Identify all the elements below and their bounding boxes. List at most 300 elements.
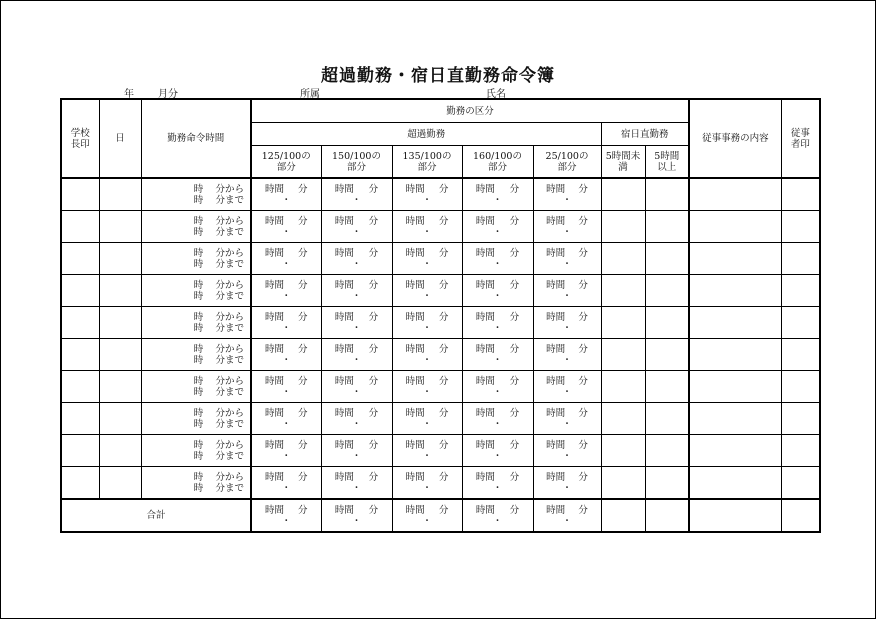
time-cell[interactable] (462, 307, 533, 339)
hours-label: 時間 (475, 279, 495, 291)
time-cell[interactable] (392, 211, 462, 243)
worker-seal-cell[interactable] (781, 371, 820, 403)
from-minute-label: 分から (215, 407, 244, 419)
dot-mark: ・ (562, 354, 572, 366)
from-hour-label: 時 (193, 311, 204, 323)
time-cell[interactable] (392, 307, 462, 339)
dot-mark: ・ (422, 482, 432, 494)
minutes-label: 分 (438, 183, 449, 195)
order-time-cell[interactable] (141, 243, 251, 275)
dot-mark: ・ (492, 386, 503, 398)
dot-mark: ・ (422, 226, 432, 238)
to-hour-label: 時 (193, 258, 204, 270)
time-cell[interactable] (321, 371, 392, 403)
minutes-label: 分 (438, 504, 449, 516)
under5-cell[interactable] (601, 275, 645, 307)
dot-mark: ・ (351, 258, 362, 270)
time-cell[interactable] (251, 243, 321, 275)
minutes-label: 分 (368, 215, 379, 227)
hours-label: 時間 (475, 247, 495, 259)
time-cell[interactable] (533, 499, 601, 532)
to-hour-label: 時 (193, 418, 204, 430)
over5-cell[interactable] (645, 307, 689, 339)
minutes-label: 分 (438, 279, 449, 291)
hours-label: 時間 (334, 343, 354, 355)
hours-label: 時間 (334, 215, 354, 227)
minutes-label: 分 (509, 471, 520, 483)
to-minute-label: 分まで (215, 418, 244, 430)
time-cell[interactable] (533, 211, 601, 243)
total-row (61, 499, 820, 532)
time-cell[interactable] (321, 178, 392, 211)
time-cell[interactable] (533, 307, 601, 339)
to-minute-label: 分まで (215, 386, 244, 398)
dot-mark: ・ (281, 258, 291, 270)
to-minute-label: 分まで (215, 258, 244, 270)
table-row (61, 371, 820, 403)
principal-seal-cell[interactable] (61, 435, 99, 467)
table-row (61, 339, 820, 371)
principal-seal-cell[interactable] (61, 403, 99, 435)
time-cell[interactable] (462, 499, 533, 532)
order-time-cell[interactable] (141, 339, 251, 371)
time-cell[interactable] (251, 435, 321, 467)
time-cell[interactable] (251, 499, 321, 532)
principal-seal-cell[interactable] (61, 275, 99, 307)
dot-mark: ・ (422, 386, 432, 398)
hours-label: 時間 (264, 504, 284, 516)
over5-cell[interactable] (645, 467, 689, 500)
under5-cell[interactable] (601, 403, 645, 435)
time-cell[interactable] (392, 403, 462, 435)
principal-seal-cell[interactable] (61, 339, 99, 371)
under5-cell[interactable] (601, 243, 645, 275)
hours-label: 時間 (334, 279, 354, 291)
time-cell[interactable] (533, 403, 601, 435)
under5-cell[interactable] (601, 339, 645, 371)
minutes-label: 分 (438, 439, 449, 451)
minutes-label: 分 (578, 343, 588, 355)
time-cell[interactable] (251, 339, 321, 371)
over5-cell[interactable] (645, 243, 689, 275)
under5-cell[interactable] (601, 178, 645, 211)
minutes-label: 分 (297, 279, 308, 291)
from-minute-label: 分から (215, 343, 244, 355)
time-cell[interactable] (533, 178, 601, 211)
time-cell[interactable] (321, 339, 392, 371)
work-content-cell[interactable] (689, 467, 781, 500)
hours-label: 時間 (546, 215, 566, 227)
to-hour-label: 時 (193, 226, 204, 238)
hours-label: 時間 (405, 471, 425, 483)
hours-label: 時間 (546, 183, 566, 195)
order-time-cell[interactable] (141, 403, 251, 435)
time-cell[interactable] (251, 467, 321, 500)
time-cell[interactable] (251, 178, 321, 211)
over5-cell[interactable] (645, 211, 689, 243)
table-row (61, 178, 820, 211)
to-minute-label: 分まで (215, 194, 244, 206)
hours-label: 時間 (405, 279, 425, 291)
over5-cell[interactable] (645, 435, 689, 467)
time-cell[interactable] (321, 275, 392, 307)
worker-seal-cell[interactable] (781, 307, 820, 339)
header-rate-160: 160/100の 部分 (462, 146, 533, 179)
time-cell[interactable] (392, 435, 462, 467)
minutes-label: 分 (438, 247, 449, 259)
over5-cell[interactable] (645, 275, 689, 307)
from-hour-label: 時 (193, 247, 204, 259)
minutes-label: 分 (578, 215, 588, 227)
minutes-label: 分 (578, 279, 588, 291)
time-cell[interactable] (533, 243, 601, 275)
work-content-cell[interactable] (689, 435, 781, 467)
time-cell[interactable] (251, 371, 321, 403)
time-cell[interactable] (392, 339, 462, 371)
minutes-label: 分 (578, 311, 588, 323)
time-cell[interactable] (533, 435, 601, 467)
hours-label: 時間 (475, 375, 495, 387)
principal-seal-cell[interactable] (61, 467, 99, 500)
time-cell[interactable] (533, 371, 601, 403)
dot-mark: ・ (422, 450, 432, 462)
principal-seal-cell[interactable] (61, 371, 99, 403)
time-cell[interactable] (462, 403, 533, 435)
time-cell[interactable] (462, 275, 533, 307)
hours-label: 時間 (405, 407, 425, 419)
time-cell[interactable] (321, 403, 392, 435)
under5-cell[interactable] (601, 371, 645, 403)
over5-cell[interactable] (645, 339, 689, 371)
hours-label: 時間 (405, 183, 425, 195)
work-content-cell[interactable] (689, 339, 781, 371)
minutes-label: 分 (368, 375, 379, 387)
time-cell[interactable] (321, 499, 392, 532)
time-cell[interactable] (462, 178, 533, 211)
hours-label: 時間 (546, 375, 566, 387)
time-cell[interactable] (321, 307, 392, 339)
hours-label: 時間 (405, 247, 425, 259)
from-hour-label: 時 (193, 183, 204, 195)
minutes-label: 分 (509, 215, 520, 227)
dot-mark: ・ (281, 290, 291, 302)
header-worker-seal: 従事 者印 (781, 99, 820, 178)
hours-label: 時間 (546, 471, 566, 483)
hours-label: 時間 (475, 504, 495, 516)
table-row (61, 211, 820, 243)
dot-mark: ・ (562, 194, 572, 206)
hours-label: 時間 (264, 215, 284, 227)
day-cell[interactable] (99, 339, 141, 371)
to-minute-label: 分まで (215, 290, 244, 302)
day-cell[interactable] (99, 435, 141, 467)
header-category: 勤務の区分 (251, 99, 689, 123)
table-row (61, 243, 820, 275)
dot-mark: ・ (422, 418, 432, 430)
hours-label: 時間 (264, 183, 284, 195)
minutes-label: 分 (297, 471, 308, 483)
from-hour-label: 時 (193, 279, 204, 291)
time-cell[interactable] (533, 467, 601, 500)
from-minute-label: 分から (215, 439, 244, 451)
minutes-label: 分 (297, 439, 308, 451)
order-time-cell[interactable] (141, 371, 251, 403)
worker-seal-cell[interactable] (781, 275, 820, 307)
from-minute-label: 分から (215, 247, 244, 259)
dot-mark: ・ (422, 354, 432, 366)
hours-label: 時間 (334, 183, 354, 195)
minutes-label: 分 (297, 504, 308, 516)
from-minute-label: 分から (215, 183, 244, 195)
time-cell[interactable] (462, 339, 533, 371)
minutes-label: 分 (578, 439, 588, 451)
dot-mark: ・ (562, 515, 572, 527)
minutes-label: 分 (509, 311, 520, 323)
hours-label: 時間 (475, 407, 495, 419)
time-cell[interactable] (533, 275, 601, 307)
time-cell[interactable] (462, 211, 533, 243)
from-hour-label: 時 (193, 375, 204, 387)
under5-cell[interactable] (601, 467, 645, 500)
dot-mark: ・ (492, 226, 503, 238)
day-cell[interactable] (99, 275, 141, 307)
to-minute-label: 分まで (215, 226, 244, 238)
minutes-label: 分 (368, 311, 379, 323)
dot-mark: ・ (351, 354, 362, 366)
time-cell[interactable] (321, 211, 392, 243)
work-content-cell[interactable] (689, 275, 781, 307)
dot-mark: ・ (351, 322, 362, 334)
dot-mark: ・ (281, 226, 291, 238)
time-cell[interactable] (392, 371, 462, 403)
hours-label: 時間 (546, 311, 566, 323)
dot-mark: ・ (562, 226, 572, 238)
dot-mark: ・ (562, 290, 572, 302)
work-content-cell[interactable] (689, 211, 781, 243)
time-cell[interactable] (251, 307, 321, 339)
work-content-cell[interactable] (689, 371, 781, 403)
day-cell[interactable] (99, 371, 141, 403)
hours-label: 時間 (334, 471, 354, 483)
minutes-label: 分 (368, 407, 379, 419)
hours-label: 時間 (264, 439, 284, 451)
page-title: 超過勤務・宿日直勤務命令簿 (321, 66, 555, 86)
order-time-cell[interactable] (141, 467, 251, 500)
dot-mark: ・ (492, 418, 503, 430)
order-time-cell[interactable] (141, 178, 251, 211)
over5-total-cell[interactable] (645, 499, 689, 532)
to-minute-label: 分まで (215, 450, 244, 462)
time-cell[interactable] (251, 275, 321, 307)
minutes-label: 分 (368, 279, 379, 291)
dot-mark: ・ (422, 322, 432, 334)
to-minute-label: 分まで (215, 322, 244, 334)
to-minute-label: 分まで (215, 482, 244, 494)
worker-seal-cell[interactable] (781, 178, 820, 211)
table-row (61, 403, 820, 435)
hours-label: 時間 (264, 279, 284, 291)
minutes-label: 分 (438, 407, 449, 419)
time-cell[interactable] (392, 178, 462, 211)
worker-seal-cell[interactable] (781, 339, 820, 371)
header-overtime: 超過勤務 (251, 123, 601, 146)
hours-label: 時間 (334, 247, 354, 259)
day-cell[interactable] (99, 243, 141, 275)
table-row (61, 275, 820, 307)
order-time-cell[interactable] (141, 307, 251, 339)
time-cell[interactable] (392, 275, 462, 307)
to-hour-label: 時 (193, 386, 204, 398)
dot-mark: ・ (562, 450, 572, 462)
minutes-label: 分 (438, 311, 449, 323)
day-cell[interactable] (99, 403, 141, 435)
time-cell[interactable] (462, 435, 533, 467)
header-rate-135: 135/100の 部分 (392, 146, 462, 179)
hours-label: 時間 (334, 439, 354, 451)
dot-mark: ・ (492, 258, 503, 270)
to-hour-label: 時 (193, 482, 204, 494)
dot-mark: ・ (562, 482, 572, 494)
meta-year: 年 (124, 89, 134, 100)
time-cell[interactable] (462, 243, 533, 275)
worker-seal-total-cell[interactable] (781, 499, 820, 532)
minutes-label: 分 (438, 343, 449, 355)
worker-seal-cell[interactable] (781, 435, 820, 467)
dot-mark: ・ (351, 386, 362, 398)
time-cell[interactable] (392, 467, 462, 500)
work-content-cell[interactable] (689, 307, 781, 339)
hours-label: 時間 (475, 215, 495, 227)
dot-mark: ・ (281, 418, 291, 430)
hours-label: 時間 (475, 343, 495, 355)
over5-cell[interactable] (645, 371, 689, 403)
dot-mark: ・ (281, 386, 291, 398)
from-hour-label: 時 (193, 471, 204, 483)
principal-seal-cell[interactable] (61, 178, 99, 211)
time-cell[interactable] (321, 467, 392, 500)
worker-seal-cell[interactable] (781, 403, 820, 435)
to-hour-label: 時 (193, 322, 204, 334)
from-hour-label: 時 (193, 439, 204, 451)
hours-label: 時間 (334, 407, 354, 419)
dot-mark: ・ (281, 482, 291, 494)
hours-label: 時間 (264, 343, 284, 355)
dot-mark: ・ (281, 450, 291, 462)
worker-seal-cell[interactable] (781, 467, 820, 500)
to-hour-label: 時 (193, 450, 204, 462)
hours-label: 時間 (475, 439, 495, 451)
header-rate-150: 150/100の 部分 (321, 146, 392, 179)
worker-seal-cell[interactable] (781, 243, 820, 275)
time-cell[interactable] (533, 339, 601, 371)
day-cell[interactable] (99, 307, 141, 339)
hours-label: 時間 (405, 504, 425, 516)
time-cell[interactable] (462, 371, 533, 403)
principal-seal-cell[interactable] (61, 211, 99, 243)
header-night-duty: 宿日直勤務 (601, 123, 689, 146)
header-under5: 5時間未 満 (601, 146, 645, 179)
meta-name: 氏名 (486, 89, 506, 100)
time-cell[interactable] (462, 467, 533, 500)
order-time-cell[interactable] (141, 435, 251, 467)
hours-label: 時間 (546, 407, 566, 419)
minutes-label: 分 (368, 504, 379, 516)
time-cell[interactable] (392, 243, 462, 275)
work-content-cell[interactable] (689, 178, 781, 211)
duty-order-table (60, 98, 821, 533)
worker-seal-cell[interactable] (781, 211, 820, 243)
day-cell[interactable] (99, 467, 141, 500)
minutes-label: 分 (438, 375, 449, 387)
under5-total-cell[interactable] (601, 499, 645, 532)
time-cell[interactable] (392, 499, 462, 532)
dot-mark: ・ (492, 450, 503, 462)
under5-cell[interactable] (601, 435, 645, 467)
order-time-cell[interactable] (141, 275, 251, 307)
from-hour-label: 時 (193, 343, 204, 355)
meta-dept: 所属 (300, 89, 320, 100)
dot-mark: ・ (351, 226, 362, 238)
dot-mark: ・ (492, 482, 503, 494)
header-day: 日 (99, 99, 141, 178)
dot-mark: ・ (281, 515, 291, 527)
work-content-cell[interactable] (689, 243, 781, 275)
minutes-label: 分 (368, 247, 379, 259)
dot-mark: ・ (562, 258, 572, 270)
from-minute-label: 分から (215, 375, 244, 387)
to-hour-label: 時 (193, 290, 204, 302)
dot-mark: ・ (492, 354, 503, 366)
dot-mark: ・ (351, 194, 362, 206)
dot-mark: ・ (351, 418, 362, 430)
time-cell[interactable] (251, 403, 321, 435)
table-row (61, 307, 820, 339)
to-hour-label: 時 (193, 354, 204, 366)
dot-mark: ・ (351, 515, 362, 527)
dot-mark: ・ (562, 418, 572, 430)
work-content-total-cell[interactable] (689, 499, 781, 532)
dot-mark: ・ (422, 194, 432, 206)
over5-cell[interactable] (645, 403, 689, 435)
work-content-cell[interactable] (689, 403, 781, 435)
time-cell[interactable] (321, 243, 392, 275)
minutes-label: 分 (578, 375, 588, 387)
time-cell[interactable] (321, 435, 392, 467)
hours-label: 時間 (264, 247, 284, 259)
dot-mark: ・ (351, 290, 362, 302)
under5-cell[interactable] (601, 307, 645, 339)
over5-cell[interactable] (645, 178, 689, 211)
hours-label: 時間 (546, 504, 566, 516)
day-cell[interactable] (99, 211, 141, 243)
minutes-label: 分 (297, 247, 308, 259)
from-hour-label: 時 (193, 215, 204, 227)
principal-seal-cell[interactable] (61, 307, 99, 339)
time-cell[interactable] (251, 211, 321, 243)
header-rate-25: 25/100の 部分 (533, 146, 601, 179)
day-cell[interactable] (99, 178, 141, 211)
dot-mark: ・ (422, 515, 432, 527)
under5-cell[interactable] (601, 211, 645, 243)
order-time-cell[interactable] (141, 211, 251, 243)
hours-label: 時間 (546, 439, 566, 451)
principal-seal-cell[interactable] (61, 243, 99, 275)
minutes-label: 分 (297, 375, 308, 387)
hours-label: 時間 (264, 407, 284, 419)
hours-label: 時間 (546, 279, 566, 291)
hours-label: 時間 (405, 439, 425, 451)
dot-mark: ・ (281, 194, 291, 206)
